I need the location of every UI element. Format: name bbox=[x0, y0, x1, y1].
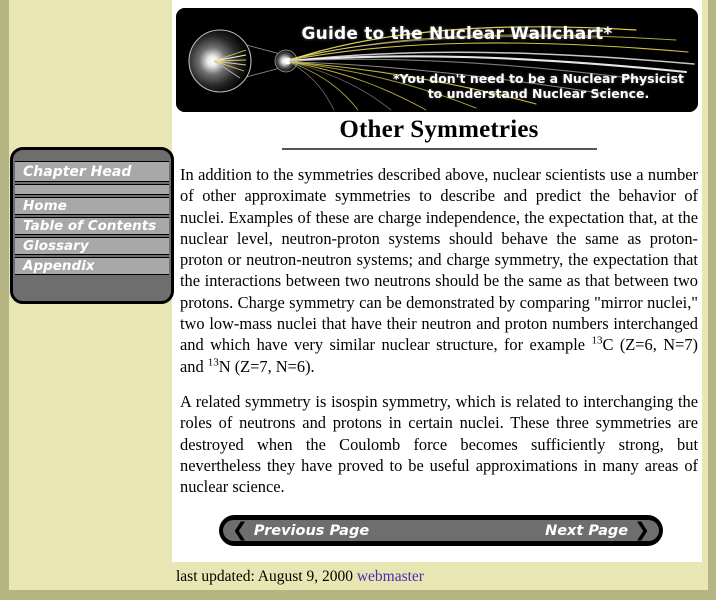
last-updated-text: last updated: August 9, 2000 bbox=[176, 568, 353, 585]
isotope-n13-mass: 13 bbox=[207, 356, 219, 369]
paragraph-1 bbox=[180, 164, 698, 377]
page-border-bottom bbox=[0, 590, 716, 600]
webmaster-link[interactable]: webmaster bbox=[356, 568, 424, 585]
paragraph-1-text-b: (Z=6, N=7) and bbox=[180, 335, 698, 376]
isotope-c13-symbol: C bbox=[602, 335, 614, 355]
title-rule bbox=[282, 148, 597, 150]
page-border-left bbox=[0, 0, 9, 592]
isotope-c13-mass: 13 bbox=[591, 334, 603, 347]
previous-page-label: Previous Page bbox=[253, 522, 370, 539]
page-navigation-bar bbox=[219, 515, 663, 546]
sidebar-item-appendix[interactable]: Appendix bbox=[15, 257, 169, 275]
next-page-button[interactable] bbox=[545, 520, 650, 541]
paragraph-1-text-a: In addition to the symmetries described above, nuclear scientists use a number of other approximate symmetries to describe and predict the behavior of nuclei. Examples of these are charge independence, the expectation that, at the nuclear level, neutron-proton systems should behave the same as proton-proton or neutron-neutron systems; and charge symmetry, the expectation that the interactions between two neutrons should be the same as that between two protons. Charge symmetry can be demonstrated by comparing "mirror nuclei," two low-mass nuclei that have their neutron and proton numbers interchanged and which have very similar nuclear structure, for example bbox=[180, 165, 698, 355]
sidebar-nav bbox=[10, 147, 174, 304]
site-banner bbox=[176, 8, 698, 112]
sidebar-item-glossary[interactable]: Glossary bbox=[15, 237, 169, 255]
sidebar-chapter-head: Chapter Head bbox=[15, 161, 169, 182]
sidebar-item-table-of-contents[interactable]: Table of Contents bbox=[15, 217, 169, 235]
footer bbox=[176, 568, 424, 586]
banner-subtitle-line1: *You don't need to be a Nuclear Physicist bbox=[392, 71, 684, 86]
banner-title: Guide to the Nuclear Wallchart* bbox=[301, 24, 613, 44]
sidebar-item-home[interactable]: Home bbox=[15, 197, 169, 215]
banner-subtitle-line2: to understand Nuclear Science. bbox=[427, 86, 650, 101]
page-navigation-inner bbox=[223, 520, 659, 541]
chevron-left-icon: ❮ bbox=[232, 519, 248, 541]
chevron-right-icon: ❯ bbox=[634, 519, 650, 541]
previous-page-button[interactable] bbox=[232, 520, 369, 541]
isotope-n13-symbol: N bbox=[218, 356, 231, 376]
article bbox=[180, 116, 698, 497]
banner-subtitle bbox=[393, 71, 684, 101]
paragraph-2: A related symmetry is isospin symmetry, which is related to interchanging the roles of neutrons and protons in certain nuclei. These three symmetries are destroyed when the Coulomb force becomes sufficiently strong, but nevertheless they have proved to be useful approximations in many areas of nuclear science. bbox=[180, 391, 698, 497]
next-page-label: Next Page bbox=[545, 522, 629, 539]
sidebar-spacer bbox=[15, 184, 169, 195]
paragraph-1-text-c: (Z=7, N=6). bbox=[230, 356, 315, 376]
page-title: Other Symmetries bbox=[339, 116, 539, 143]
page-border-right bbox=[708, 0, 716, 592]
